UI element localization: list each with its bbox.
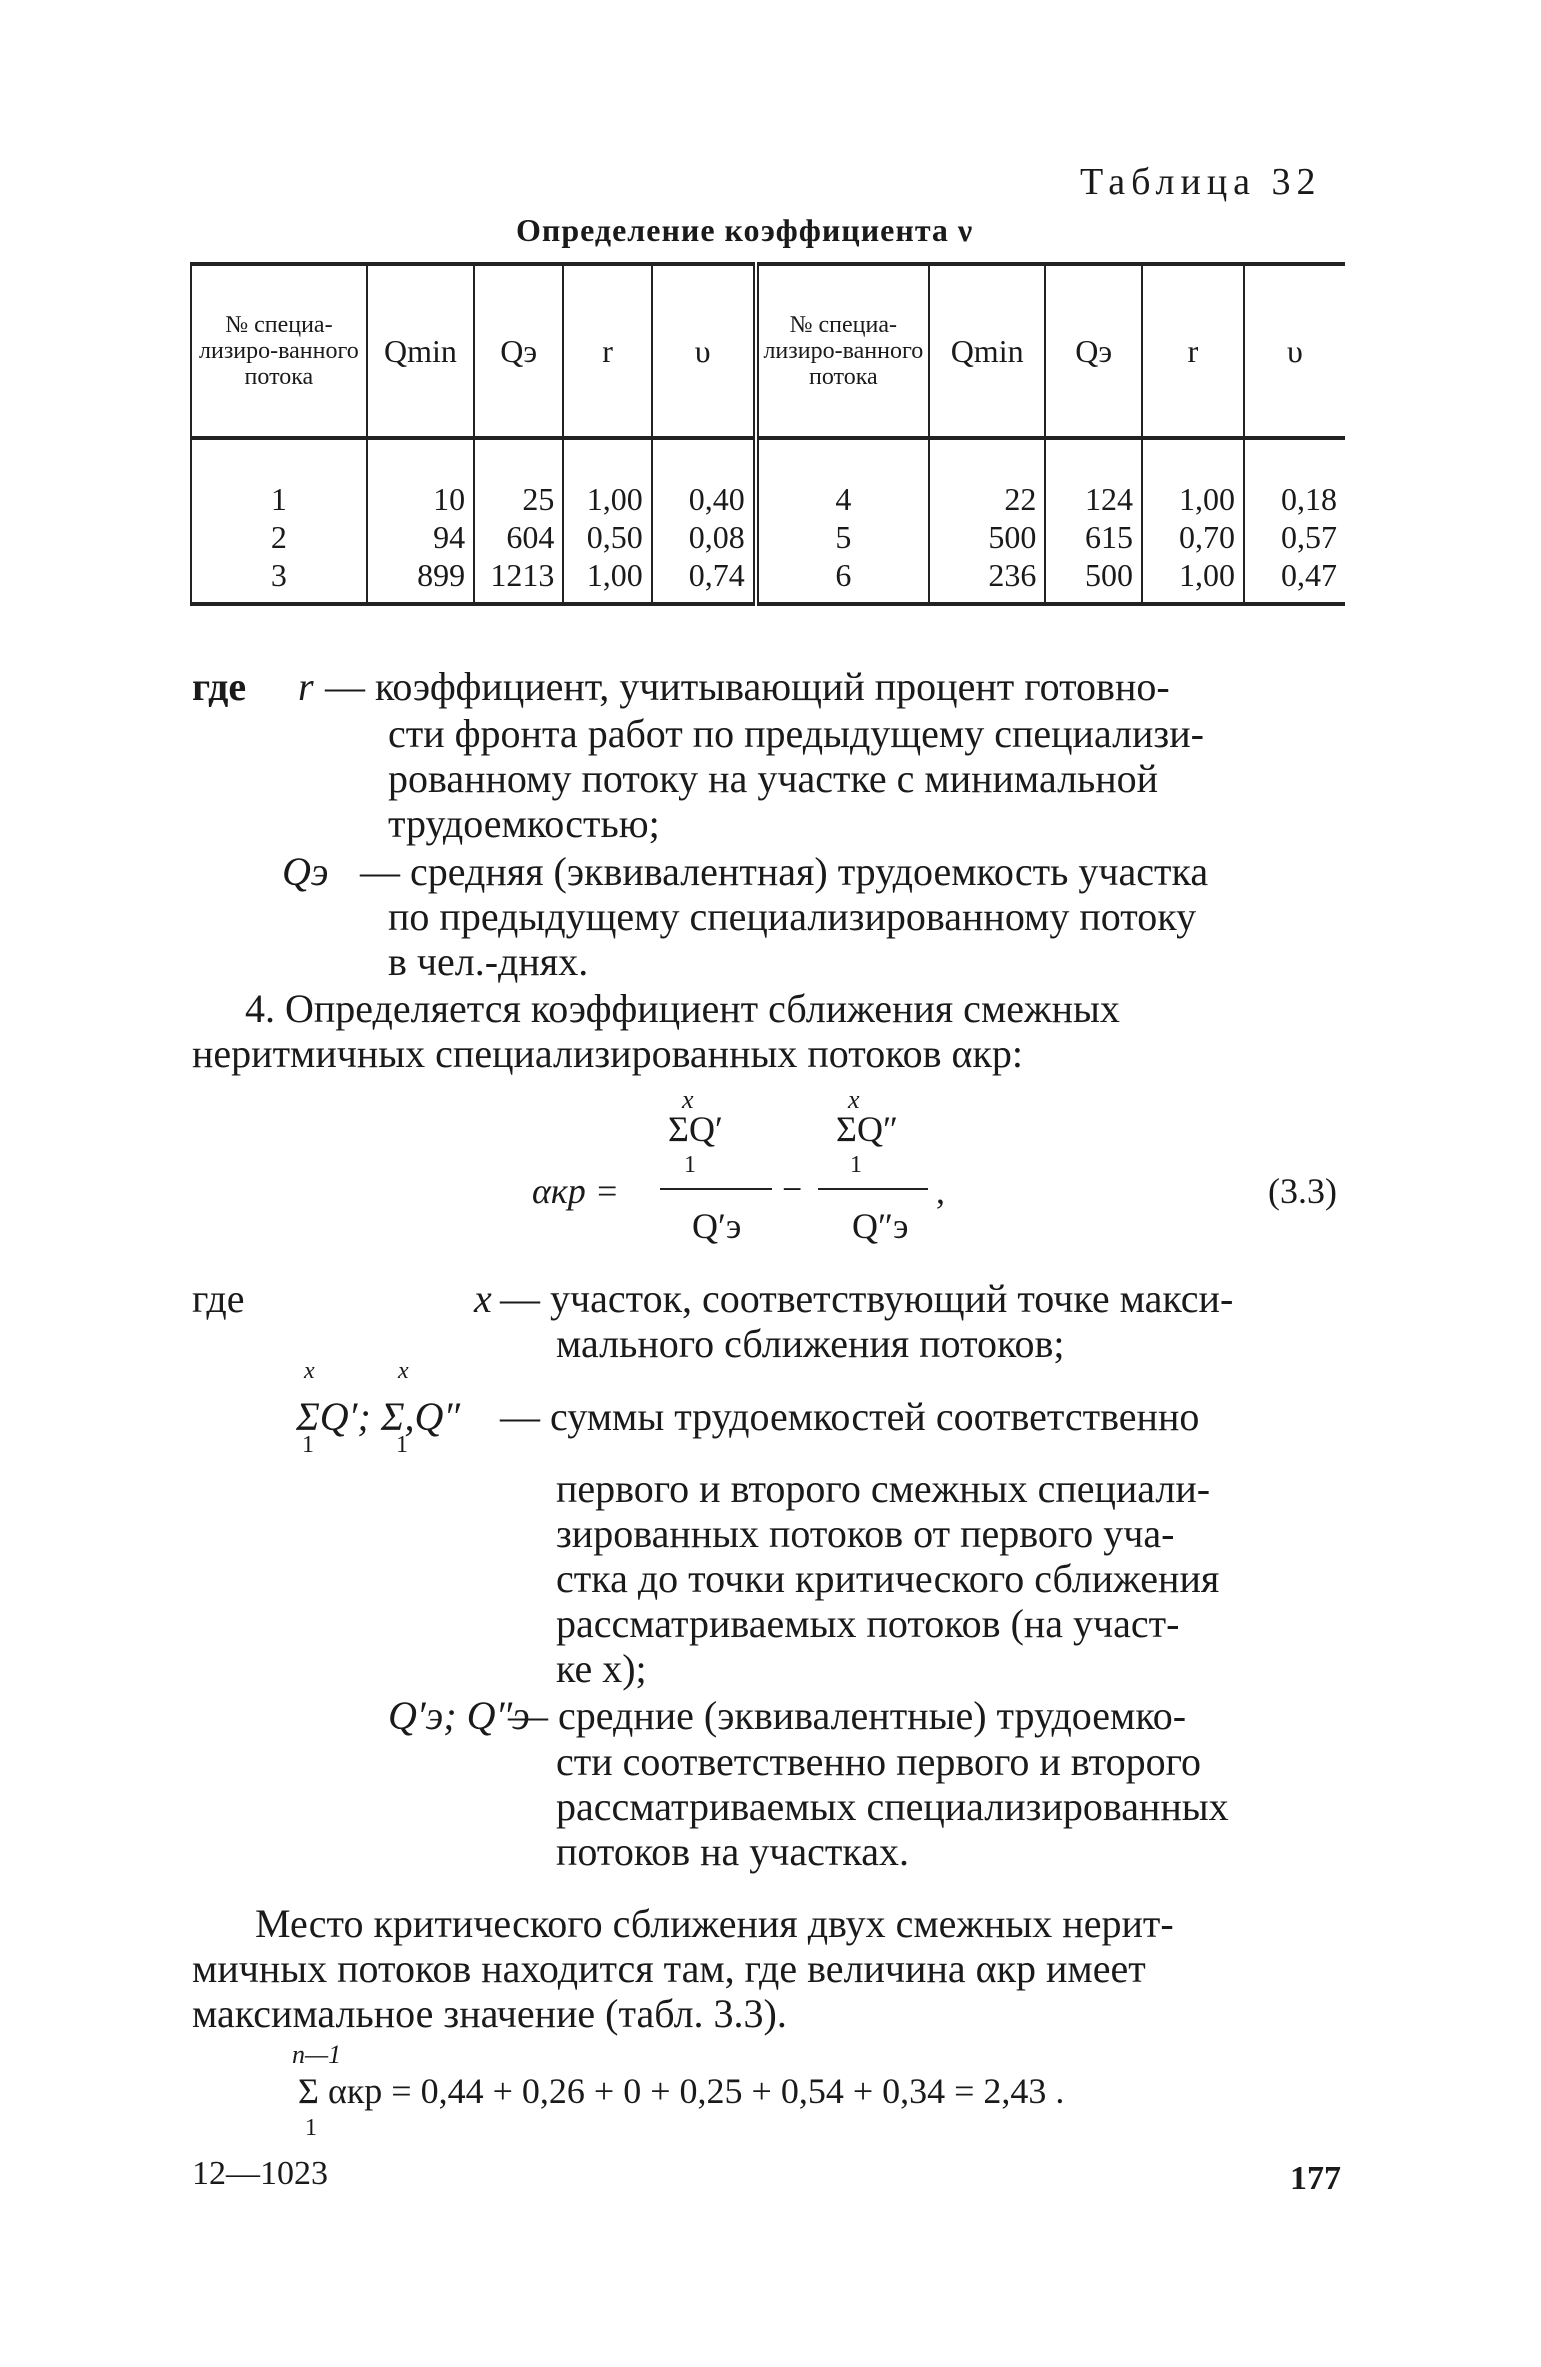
equation-number: (3.3) <box>1268 1171 1337 1211</box>
x-def-line: мального сближения потоков; <box>556 1321 1065 1366</box>
sum-sym-upper: x <box>304 1358 315 1384</box>
signature-mark: 12—1023 <box>192 2155 328 2192</box>
header-cell: υ <box>652 264 756 438</box>
table-cell: 1,00 <box>1142 556 1244 604</box>
table-cell: 25 <box>474 438 563 518</box>
header-cell: Qmin <box>929 264 1045 438</box>
page-number: 177 <box>1290 2160 1341 2197</box>
table-cell: 10 <box>367 438 474 518</box>
sums-symbol: ΣQ′; Σ,Q″ <box>296 1394 461 1439</box>
qe-def-line: рассматриваемых специализированных <box>556 1784 1229 1829</box>
table-cell: 0,40 <box>652 438 756 518</box>
sum-def-line: — суммы трудоемкостей соответственно <box>500 1394 1200 1439</box>
table-cell: 5 <box>756 518 929 556</box>
header-cell: Qэ <box>474 264 563 438</box>
sum-def-line: первого и второго смежных специали- <box>556 1466 1211 1511</box>
r-def-line: трудоемкостью; <box>388 801 660 846</box>
qe-symbol: Qэ <box>282 849 329 894</box>
header-cell: № специа-лизиро-ванного потока <box>756 264 929 438</box>
r-def-line: рованному потоку на участке с минимальной <box>388 756 1159 801</box>
table-row <box>191 438 1345 518</box>
header-cell: r <box>563 264 651 438</box>
denominator-2: Q″э <box>852 1206 909 1246</box>
header-cell: Qmin <box>367 264 474 438</box>
sum-def-line: зированных потоков от первого уча- <box>556 1511 1175 1556</box>
table-cell: 94 <box>367 518 474 556</box>
place-para-line: Место критического сближения двух смежных нерит- <box>255 1901 1174 1946</box>
qe-def-line: — средние (эквивалентные) трудоемко- <box>508 1693 1187 1738</box>
table-cell: 615 <box>1045 518 1142 556</box>
fraction-bar-1 <box>660 1188 772 1190</box>
table-cell: 236 <box>929 556 1045 604</box>
header-cell: Qэ <box>1045 264 1142 438</box>
table-cell: 1,00 <box>563 438 651 518</box>
sum-upper-2: x <box>848 1085 860 1114</box>
table-cell: 500 <box>929 518 1045 556</box>
table-header-row <box>191 264 1345 438</box>
table-row <box>191 518 1345 556</box>
table-cell: 4 <box>756 438 929 518</box>
place-para-line: мичных потоков находится там, где величина αкр имеет <box>192 1946 1146 1991</box>
q-def-line: по предыдущему специализированному потоку <box>388 894 1197 939</box>
r-symbol: r <box>298 664 314 709</box>
qe-def-line: потоков на участках. <box>556 1829 909 1874</box>
header-cell: № специа-лизиро-ванного потока <box>191 264 367 438</box>
table-cell: 1,00 <box>1142 438 1244 518</box>
formula-lhs: αкр = <box>532 1171 620 1211</box>
header-cell: υ <box>1244 264 1345 438</box>
table-cell: 1 <box>191 438 367 518</box>
sum-lower-1: 1 <box>684 1152 696 1178</box>
table-cell: 3 <box>191 556 367 604</box>
x-symbol: x <box>474 1276 492 1321</box>
table-cell: 0,57 <box>1244 518 1345 556</box>
where-label-2: где <box>192 1276 245 1321</box>
x-def-line: — участок, соответствующий точке макси- <box>500 1276 1234 1321</box>
table-cell: 0,74 <box>652 556 756 604</box>
header-cell: r <box>1142 264 1244 438</box>
numerator-1: ΣQ′ <box>668 1109 723 1149</box>
para4-line: неритмичных специализированных потоков αкр: <box>192 1031 1023 1076</box>
table-cell: 0,08 <box>652 518 756 556</box>
table-cell: 0,18 <box>1244 438 1345 518</box>
place-para-line: максимальное значение (табл. 3.3). <box>192 1991 787 2036</box>
sum-lower-2: 1 <box>850 1152 862 1178</box>
fraction-bar-2 <box>818 1188 928 1190</box>
table-cell: 604 <box>474 518 563 556</box>
sum-def-line: рассматриваемых потоков (на участ- <box>556 1601 1180 1646</box>
formula-comma: , <box>936 1171 945 1211</box>
data-table <box>190 262 1345 606</box>
sum-sym-lower: 1 <box>396 1432 408 1458</box>
formula-minus: − <box>782 1169 803 1209</box>
denominator-1: Q′э <box>692 1206 742 1246</box>
table-cell: 899 <box>367 556 474 604</box>
table-cell: 1213 <box>474 556 563 604</box>
table-cell: 2 <box>191 518 367 556</box>
table-cell: 22 <box>929 438 1045 518</box>
table-cell: 0,47 <box>1244 556 1345 604</box>
sum-formula: Σ αкр = 0,44 + 0,26 + 0 + 0,25 + 0,54 + 0,34 = 2,43 . <box>298 2071 1065 2111</box>
table-row <box>191 556 1345 604</box>
r-def-line: сти фронта работ по предыдущему специализи- <box>388 711 1204 756</box>
where-label: где <box>192 664 247 709</box>
numerator-2: ΣQ″ <box>836 1109 898 1149</box>
qe-prime-symbol: Q′э; Q″э <box>388 1693 530 1738</box>
table-title: Определение коэффициента ν <box>516 212 974 248</box>
qe-def-line: сти соответственно первого и второго <box>556 1739 1202 1784</box>
q-def-line: — средняя (эквивалентная) трудоемкость участка <box>360 849 1209 894</box>
table-cell: 0,50 <box>563 518 651 556</box>
table-cell: 6 <box>756 556 929 604</box>
table-cell: 1,00 <box>563 556 651 604</box>
sum-upper-limit: n—1 <box>292 2040 342 2069</box>
q-def-line: в чел.-днях. <box>388 939 589 984</box>
table-cell: 500 <box>1045 556 1142 604</box>
table-cell: 124 <box>1045 438 1142 518</box>
sum-def-line: стка до точки критического сближения <box>556 1556 1220 1601</box>
para4-line: 4. Определяется коэффициент сближения смежных <box>245 986 1120 1031</box>
table-cell: 0,70 <box>1142 518 1244 556</box>
sum-def-line: ке x); <box>556 1646 647 1691</box>
r-def-line: — коэффициент, учитывающий процент готовно- <box>325 664 1170 709</box>
sum-sym-upper: x <box>398 1358 409 1384</box>
sum-lower-limit: 1 <box>305 2115 317 2141</box>
table-number: Таблица 32 <box>1080 161 1322 203</box>
sum-upper-1: x <box>682 1085 694 1114</box>
sum-sym-lower: 1 <box>302 1432 314 1458</box>
